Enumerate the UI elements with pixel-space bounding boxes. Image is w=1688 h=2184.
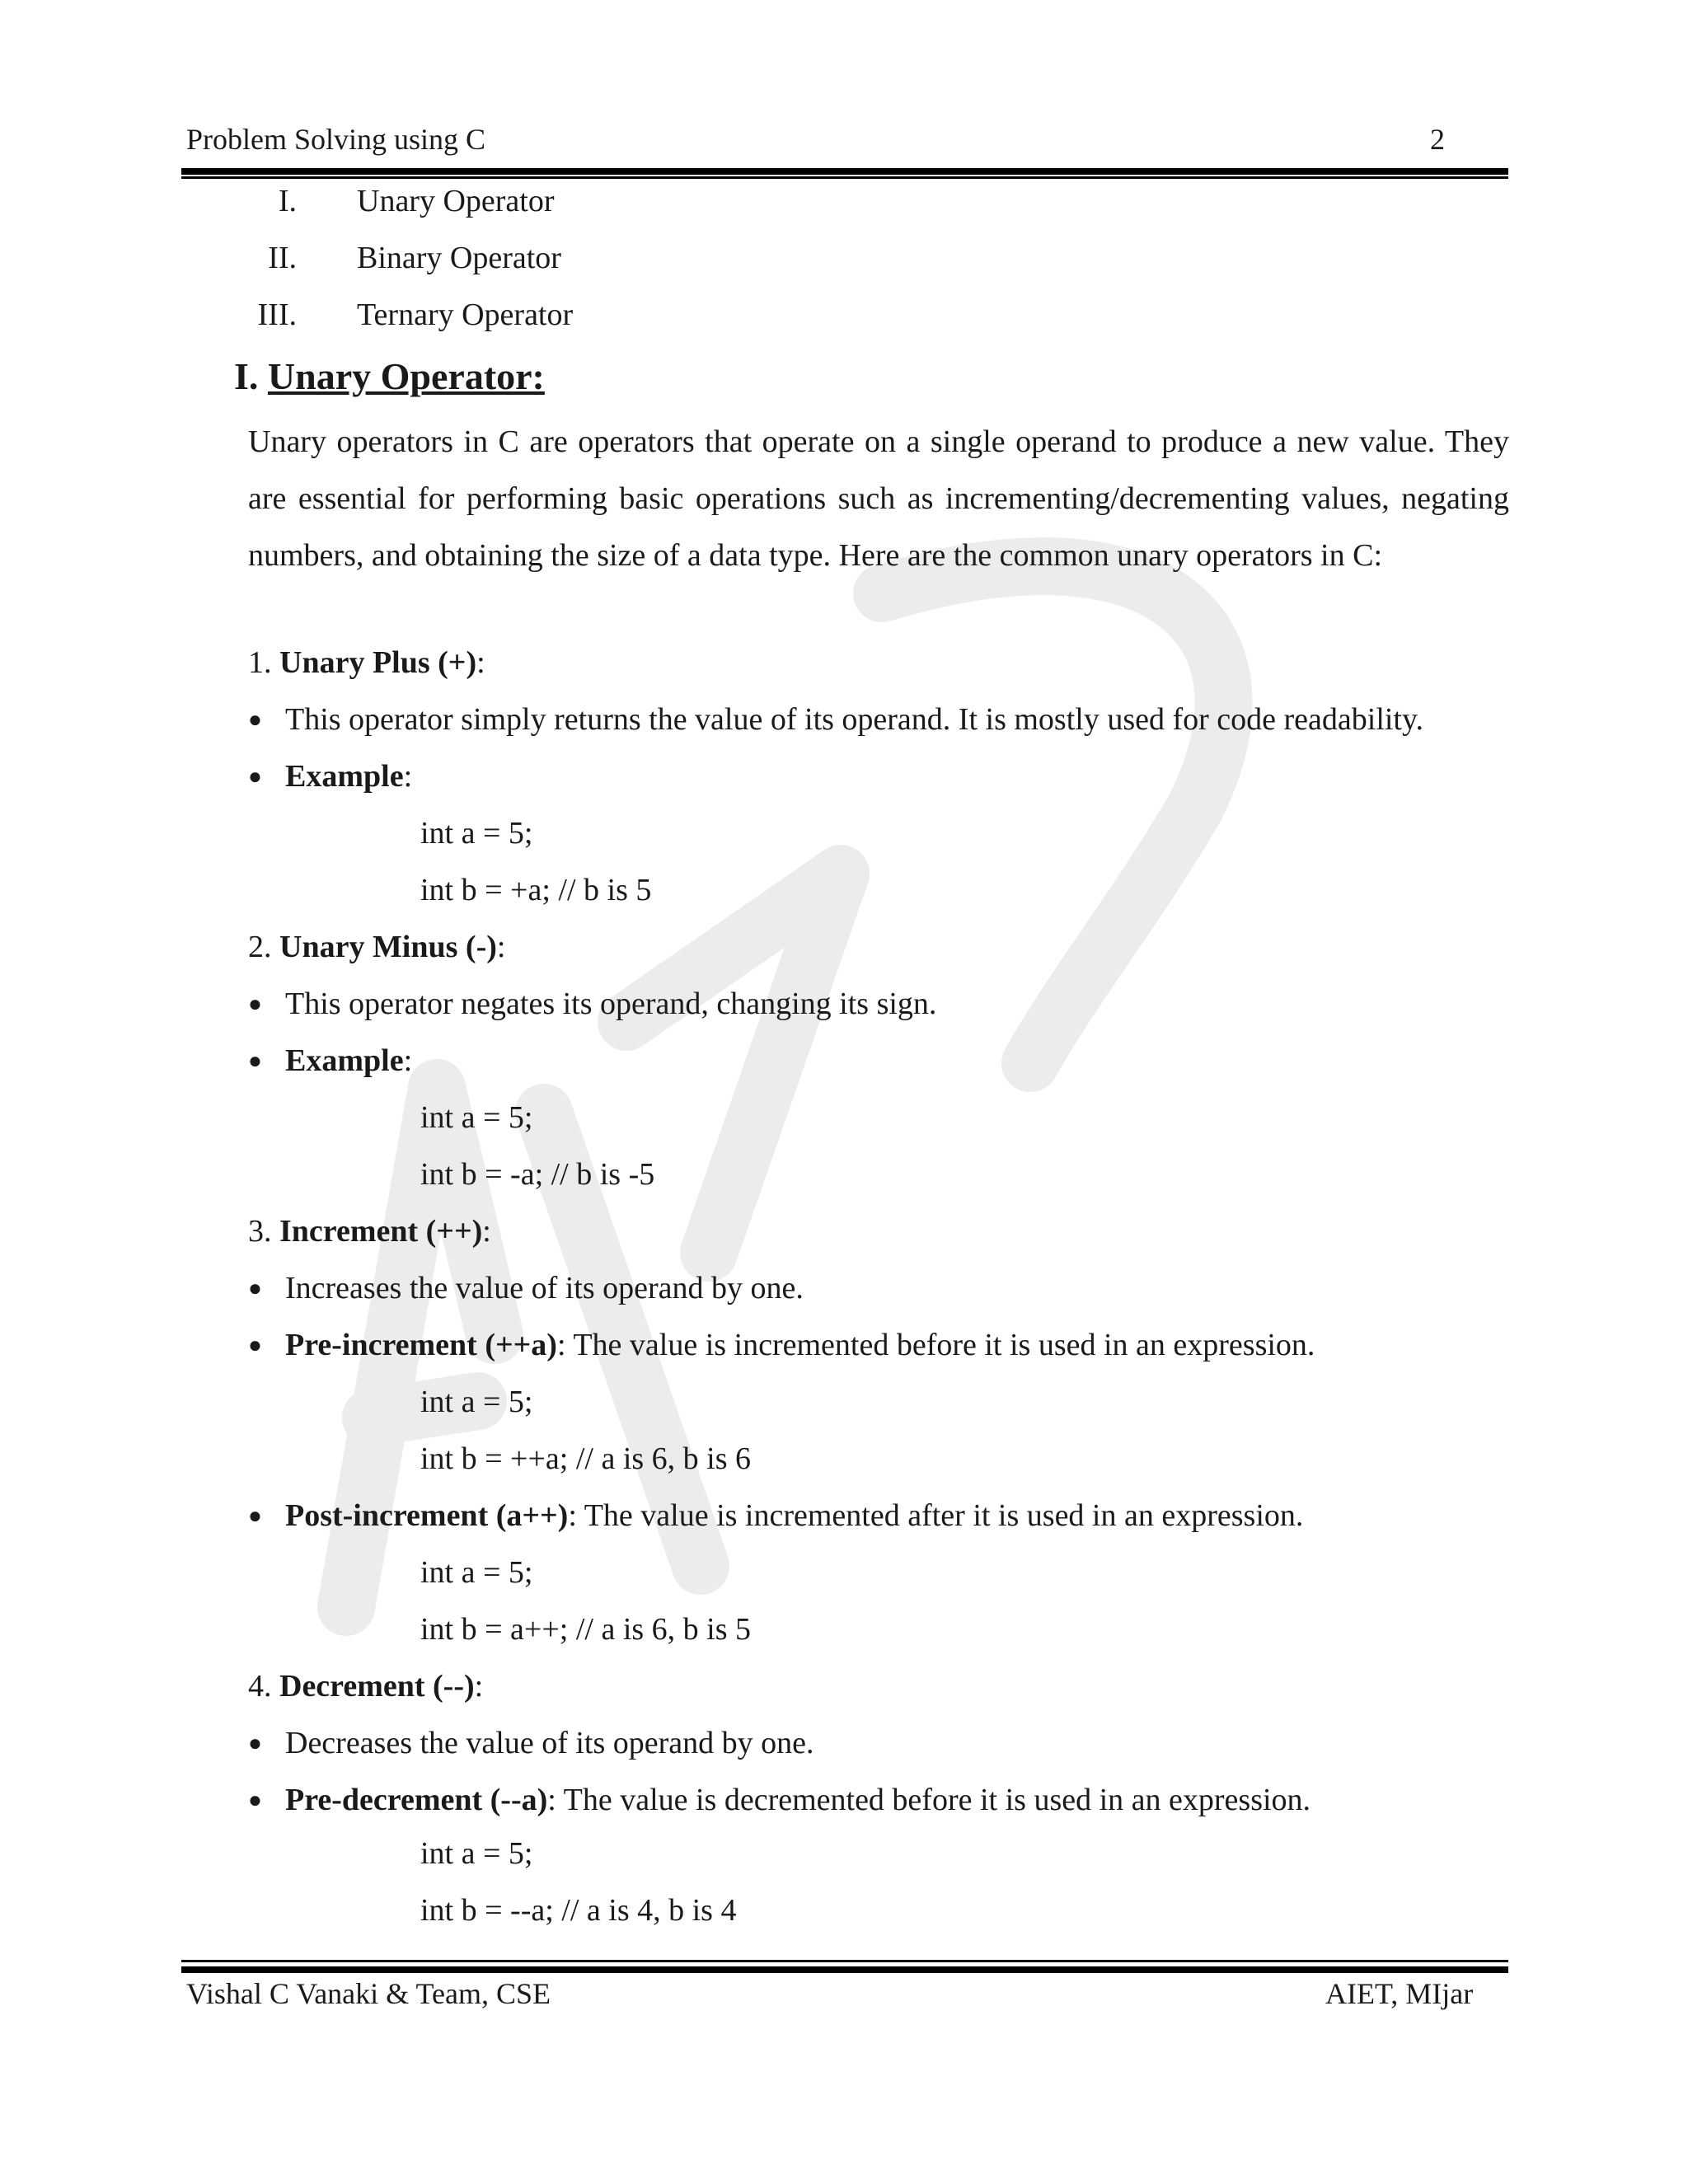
- list-item: ● This operator simply returns the value of its operand. It is mostly used for code readability.: [248, 702, 1424, 737]
- code-line: int b = +a; // b is 5: [420, 873, 652, 907]
- bullet-icon: ●: [248, 707, 262, 733]
- header-rule-thin: [181, 176, 1508, 179]
- toc-item: Ternary Operator: [357, 298, 574, 332]
- header-rule-thick: [181, 168, 1508, 175]
- footer-institution: AIET, MIjar: [1325, 1977, 1474, 2010]
- code-line: int a = 5;: [420, 816, 533, 851]
- footer-author: Vishal C Vanaki & Team, CSE: [186, 1977, 551, 2010]
- list-item: ● Post-increment (a++): The value is incremented after it is used in an expression.: [248, 1498, 1304, 1533]
- toc-item: Unary Operator: [357, 184, 555, 218]
- item-name: Unary Plus (+): [279, 645, 477, 680]
- code-line: int a = 5;: [420, 1100, 533, 1135]
- item-heading-increment: 3. Increment (++):: [248, 1214, 491, 1249]
- item-heading-unary-plus: 1. Unary Plus (+):: [248, 645, 485, 680]
- toc-num: II.: [268, 241, 297, 275]
- bullet-icon: ●: [248, 991, 262, 1017]
- item-heading-decrement: 4. Decrement (--):: [248, 1669, 484, 1704]
- toc-item: Binary Operator: [357, 241, 561, 275]
- code-line: int a = 5;: [420, 1385, 533, 1419]
- code-line: int a = 5;: [420, 1555, 533, 1590]
- code-line: int b = --a; // a is 4, b is 4: [420, 1893, 737, 1928]
- bullet-icon: ●: [248, 764, 262, 790]
- list-item: ● Increases the value of its operand by one.: [248, 1271, 804, 1305]
- section-heading: [234, 354, 545, 398]
- bullet-icon: ●: [248, 1276, 262, 1301]
- list-item: ● Example:: [248, 1043, 413, 1078]
- item-heading-unary-minus: 2. Unary Minus (-):: [248, 930, 506, 964]
- code-line: int a = 5;: [420, 1836, 533, 1871]
- list-item: ● This operator negates its operand, changing its sign.: [248, 987, 937, 1021]
- item-name: Decrement (--): [279, 1669, 475, 1704]
- list-item: ● Pre-increment (++a): The value is incremented before it is used in an expression.: [248, 1328, 1315, 1362]
- footer-rule-thin: [181, 1960, 1508, 1962]
- bullet-icon: ●: [248, 1333, 262, 1358]
- item-name: Unary Minus (-): [279, 930, 497, 964]
- bullet-icon: ●: [248, 1731, 262, 1756]
- page-number: 2: [1430, 123, 1445, 156]
- section-title: Unary Operator:: [267, 355, 545, 397]
- intro-paragraph: Unary operators in C are operators that operate on a single operand to produce a new value. They are essential for performing basic operations such as incrementing/decrementing values, negating numbers, and obtaining the size of a data type. Here are the common unary operators in C:: [248, 424, 1509, 573]
- list-item: ● Example:: [248, 759, 413, 794]
- toc-num: III.: [257, 298, 297, 332]
- bullet-icon: ●: [248, 1048, 262, 1074]
- code-line: int b = ++a; // a is 6, b is 6: [420, 1441, 752, 1476]
- bullet-icon: ●: [248, 1788, 262, 1813]
- list-item: ● Decreases the value of its operand by one.: [248, 1726, 814, 1760]
- code-line: int b = a++; // a is 6, b is 5: [420, 1612, 752, 1647]
- bullet-icon: ●: [248, 1503, 262, 1529]
- list-item: ● Pre-decrement (--a): The value is decremented before it is used in an expression.: [248, 1783, 1311, 1817]
- footer-rule-thick: [181, 1966, 1508, 1973]
- toc-num: I.: [278, 184, 297, 218]
- code-line: int b = -a; // b is -5: [420, 1157, 655, 1192]
- header-title: Problem Solving using C: [186, 123, 486, 156]
- section-number: I.: [234, 355, 259, 397]
- item-name: Increment (++): [279, 1214, 483, 1249]
